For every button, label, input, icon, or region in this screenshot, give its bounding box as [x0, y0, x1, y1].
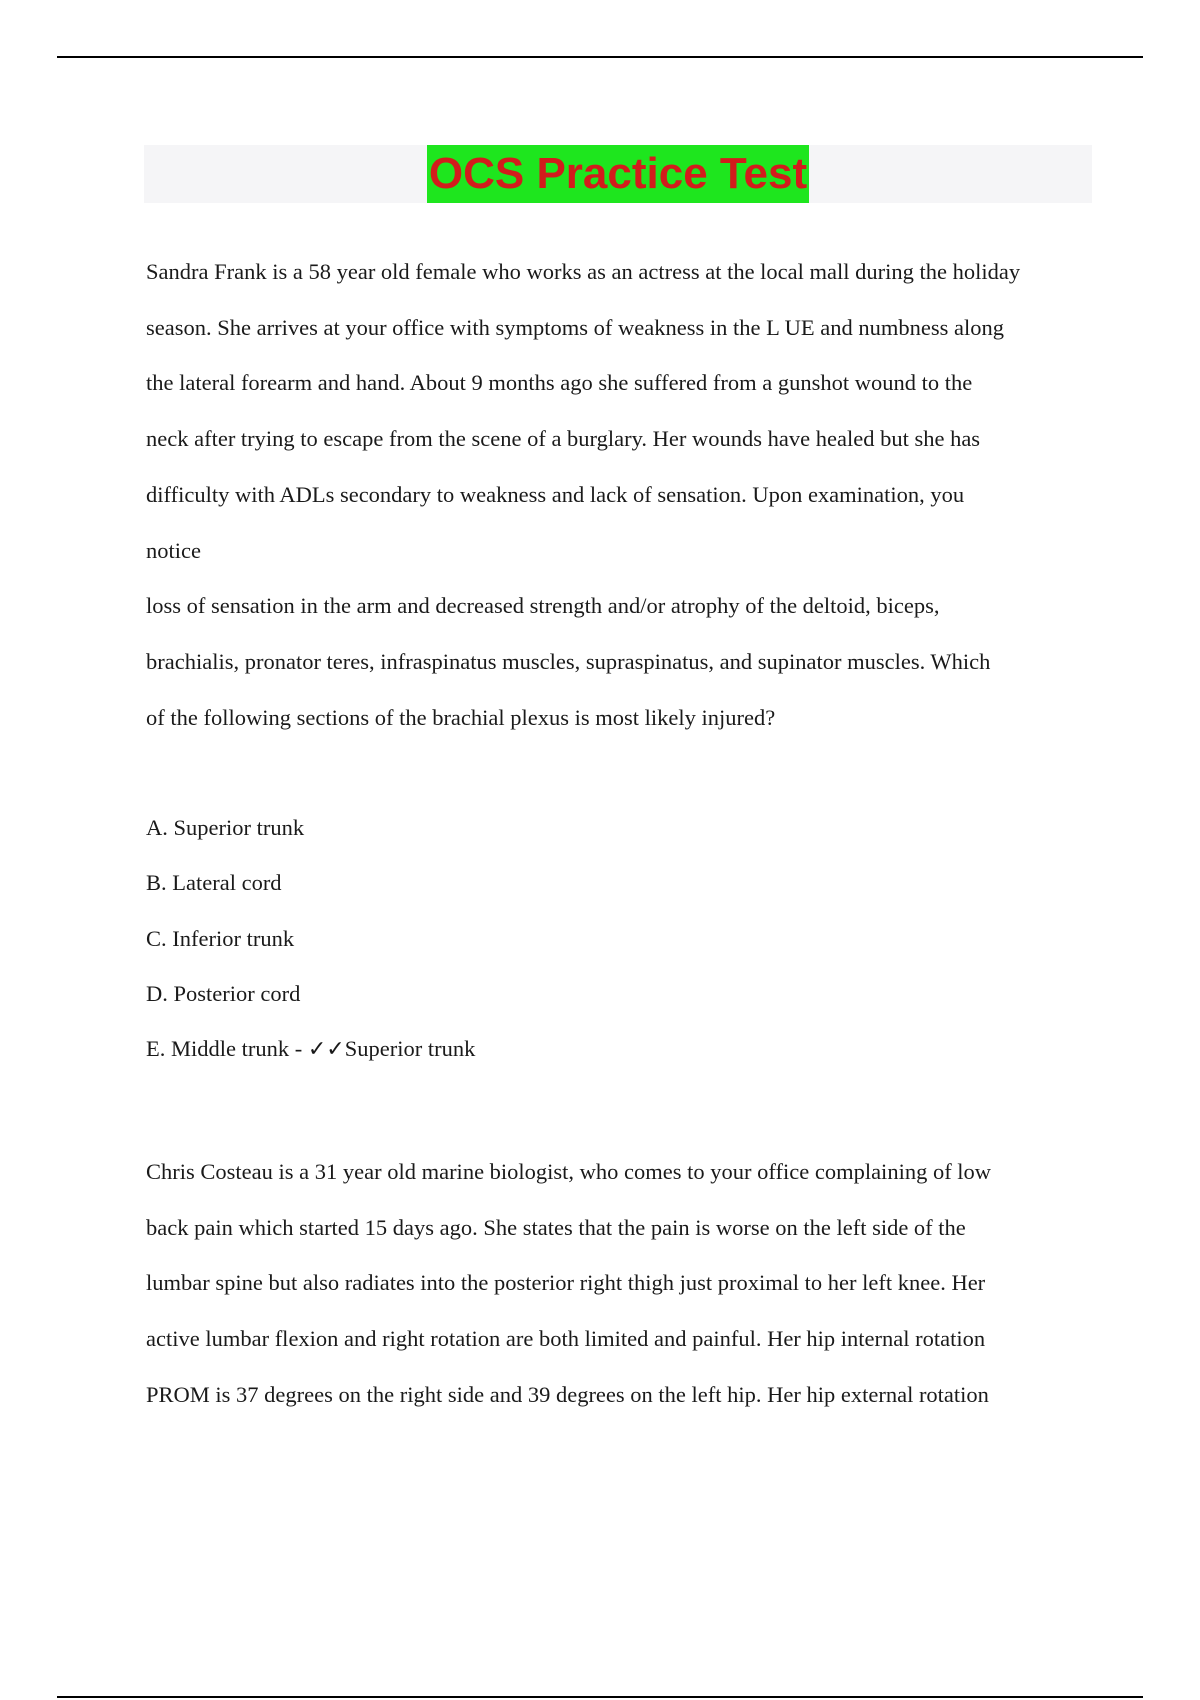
question-1-line: of the following sections of the brachial plexus is most likely injured?	[146, 704, 776, 730]
option-e	[146, 1021, 1096, 1077]
bottom-rule	[57, 1696, 1143, 1698]
question-1-line: the lateral forearm and hand. About 9 months ago she suffered from a gunshot wound to the	[146, 370, 973, 396]
question-1-line: neck after trying to escape from the scene of a burglary. Her wounds have healed but she has	[146, 426, 981, 452]
question-2-line: PROM is 37 degrees on the right side and 39 degrees on the left hip. Her hip external rotation	[146, 1381, 989, 1407]
question-1-line: brachialis, pronator teres, infraspinatus muscles, supraspinatus, and supinator muscles. Which	[146, 648, 991, 674]
question-1-options	[146, 800, 1096, 1077]
option-a: A. Superior trunk	[146, 815, 305, 840]
option-c: C. Inferior trunk	[146, 925, 295, 951]
option-e-label: E. Middle trunk -	[146, 1036, 308, 1062]
question-1-line: notice	[146, 537, 201, 563]
question-2-line: lumbar spine but also radiates into the posterior right thigh just proximal to her left knee. Her	[146, 1270, 986, 1296]
question-1-line: Sandra Frank is a 58 year old female who works as an actress at the local mall during the holiday	[146, 259, 1021, 284]
question-1-line: loss of sensation in the arm and decreased strength and/or atrophy of the deltoid, biceps,	[146, 593, 940, 619]
option-b: B. Lateral cord	[146, 870, 282, 896]
page-title: OCS Practice Test	[427, 145, 809, 203]
question-1-line: season. She arrives at your office with symptoms of weakness in the L UE and numbness along	[146, 314, 1004, 340]
question-1-line: difficulty with ADLs secondary to weakness and lack of sensation. Upon examination, you	[146, 481, 965, 507]
question-2-line: active lumbar flexion and right rotation are both limited and painful. Her hip internal rotation	[146, 1326, 986, 1352]
question-2-line: Chris Costeau is a 31 year old marine biologist, who comes to your office complaining of low	[146, 1159, 992, 1184]
top-rule	[57, 56, 1143, 58]
question-1-stem	[146, 244, 1096, 745]
option-d: D. Posterior cord	[146, 980, 301, 1006]
title-band	[144, 145, 1092, 203]
answer-text: Superior trunk	[344, 1036, 476, 1062]
question-2-line: back pain which started 15 days ago. She states that the pain is worse on the left side of the	[146, 1214, 966, 1240]
check-icon: ✓✓	[307, 1037, 345, 1063]
question-2-stem	[146, 1144, 1096, 1423]
